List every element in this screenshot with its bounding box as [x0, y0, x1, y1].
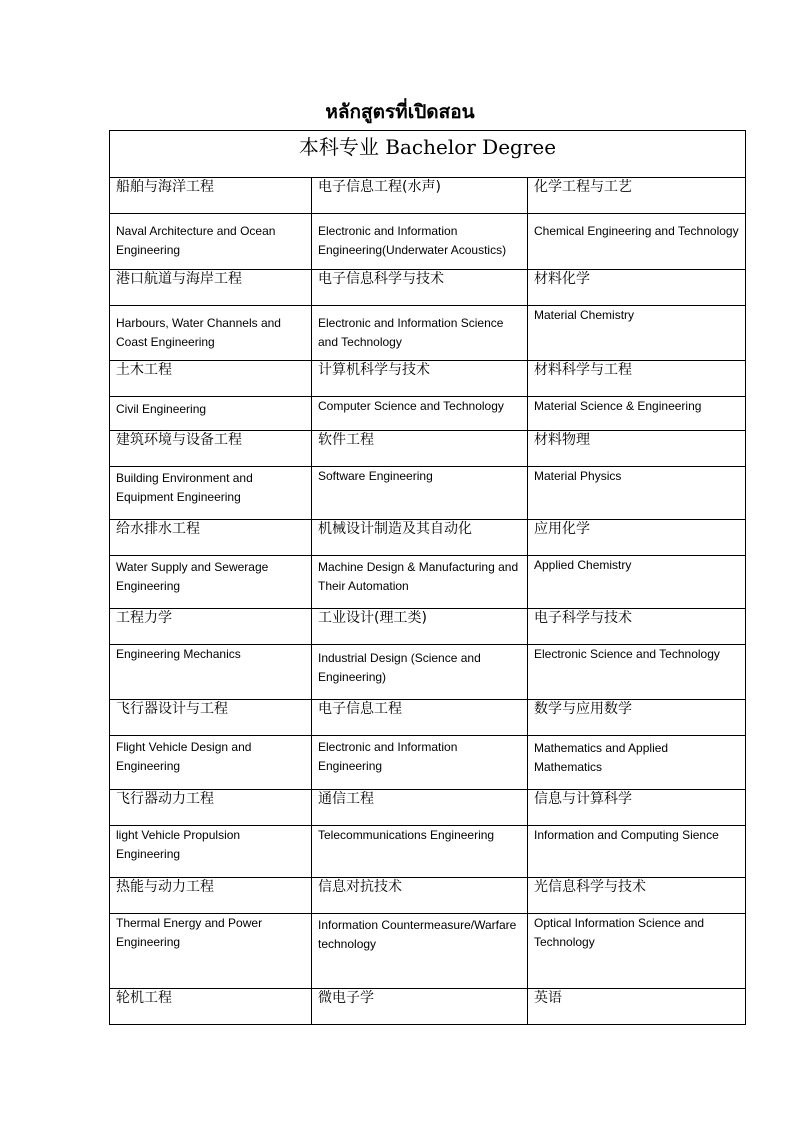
program-name-zh: 信息对抗技术: [312, 878, 528, 914]
table-row-english: [110, 645, 746, 700]
table-row-chinese: [110, 431, 746, 467]
program-name-zh: 材料物理: [528, 431, 746, 467]
program-name-zh: 应用化学: [528, 520, 746, 556]
program-name-en: Electronic and Information Engineering(Underwater Acoustics): [318, 224, 507, 257]
program-name-zh: 电子科学与技术: [528, 609, 746, 645]
program-name-zh: 材料化学: [528, 270, 746, 306]
program-name-en: Building Environment and Equipment Engineering: [116, 471, 253, 504]
program-name-zh: 数学与应用数学: [528, 700, 746, 736]
program-name-zh: 土木工程: [110, 361, 312, 397]
program-name-en: Applied Chemistry: [534, 558, 632, 572]
program-name-en: Harbours, Water Channels and Coast Engineering: [116, 316, 281, 349]
table-row-english: [110, 556, 746, 609]
program-name-en: Information Countermeasure/Warfare technology: [318, 918, 517, 951]
program-name-en: Electronic Science and Technology: [534, 647, 720, 661]
program-name-en: Software Engineering: [318, 469, 433, 483]
program-name-en: Naval Architecture and Ocean Engineering: [116, 224, 276, 257]
program-name-zh: 建筑环境与设备工程: [110, 431, 312, 467]
program-name-zh: 英语: [528, 989, 746, 1025]
program-name-en: Chemical Engineering and Technology: [534, 224, 739, 238]
table-header: 本科专业 Bachelor Degree: [110, 131, 746, 178]
program-name-zh: 飞行器设计与工程: [110, 700, 312, 736]
table-row-english: [110, 397, 746, 431]
program-name-en: Material Science & Engineering: [534, 399, 702, 413]
program-name-en: Material Chemistry: [534, 308, 635, 322]
table-row-chinese: [110, 700, 746, 736]
program-name-zh: 热能与动力工程: [110, 878, 312, 914]
program-name-zh: 材料科学与工程: [528, 361, 746, 397]
program-name-en: Flight Vehicle Design and Engineering: [116, 740, 252, 773]
table-row-chinese: [110, 989, 746, 1025]
program-name-zh: 微电子学: [312, 989, 528, 1025]
table-row-english: [110, 736, 746, 790]
program-name-zh: 电子信息工程: [312, 700, 528, 736]
program-name-en: Mathematics and Applied Mathematics: [534, 741, 669, 774]
table-row-chinese: [110, 520, 746, 556]
program-name-zh: 工程力学: [110, 609, 312, 645]
table-row-chinese: [110, 178, 746, 214]
program-name-en: Material Physics: [534, 469, 622, 483]
table-row-chinese: [110, 609, 746, 645]
program-name-zh: 轮机工程: [110, 989, 312, 1025]
program-name-en: Telecommunications Engineering: [318, 828, 495, 842]
program-name-en: Engineering Mechanics: [116, 647, 241, 661]
program-name-zh: 船舶与海洋工程: [110, 178, 312, 214]
program-name-zh: 通信工程: [312, 790, 528, 826]
program-name-en: Industrial Design (Science and Engineering): [318, 651, 481, 684]
program-name-en: Information and Computing Sience: [534, 828, 719, 842]
program-name-zh: 电子信息工程(水声): [312, 178, 528, 214]
program-name-en: Water Supply and Sewerage Engineering: [116, 560, 269, 593]
program-name-en: Computer Science and Technology: [318, 399, 504, 413]
program-table: [109, 130, 746, 1025]
program-name-zh: 电子信息科学与技术: [312, 270, 528, 306]
table-row-chinese: [110, 270, 746, 306]
program-name-zh: 计算机科学与技术: [312, 361, 528, 397]
table-row-chinese: [110, 878, 746, 914]
program-name-zh: 化学工程与工艺: [528, 178, 746, 214]
program-name-zh: 信息与计算科学: [528, 790, 746, 826]
program-name-zh: 光信息科学与技术: [528, 878, 746, 914]
table-row-english: [110, 826, 746, 878]
program-name-zh: 飞行器动力工程: [110, 790, 312, 826]
program-name-zh: 软件工程: [312, 431, 528, 467]
program-name-zh: 给水排水工程: [110, 520, 312, 556]
table-row-english: [110, 914, 746, 989]
program-name-zh: 工业设计(理工类): [312, 609, 528, 645]
program-name-en: Thermal Energy and Power Engineering: [116, 916, 263, 949]
program-name-zh: 港口航道与海岸工程: [110, 270, 312, 306]
program-name-zh: 机械设计制造及其自动化: [312, 520, 528, 556]
table-row-chinese: [110, 361, 746, 397]
program-name-en: Machine Design & Manufacturing and Their Automation: [318, 560, 519, 593]
program-name-en: Optical Information Science and Technology: [534, 916, 705, 949]
program-name-en: Civil Engineering: [116, 402, 207, 416]
page-title: หลักสูตรที่เปิดสอน: [325, 101, 475, 123]
program-name-en: Electronic and Information Engineering: [318, 740, 458, 773]
program-name-en: Electronic and Information Science and Technology: [318, 316, 504, 349]
table-header-row: [110, 131, 746, 178]
table-row-english: [110, 214, 746, 270]
table-row-english: [110, 306, 746, 361]
program-name-en: light Vehicle Propulsion Engineering: [116, 828, 241, 861]
table-row-chinese: [110, 790, 746, 826]
table-row-english: [110, 467, 746, 520]
